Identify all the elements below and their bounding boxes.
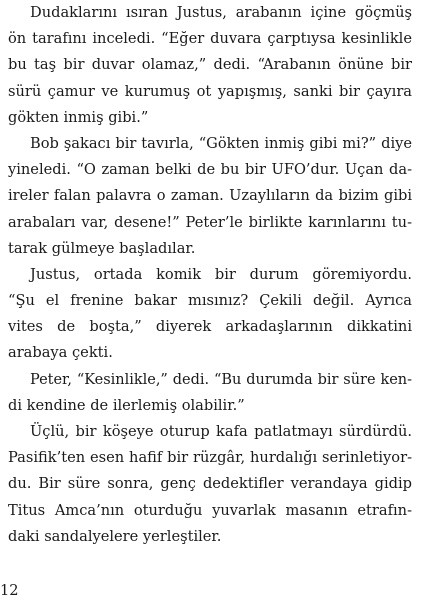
text-line: gökten inmiş gibi.”	[8, 108, 149, 126]
paragraph-1	[8, 0, 412, 131]
text-line: Pasifik’ten esen hafif bir rüzgâr, hurdalığı serinletiyor-	[8, 449, 412, 467]
text-line: Üçlü, bir köşeye oturup kafa patlatmayı sürdürdü.	[30, 423, 412, 440]
text-line: Bob şakacı bir tavırla, “Gökten inmiş gibi mi?” diye	[30, 134, 412, 152]
paragraph-4	[8, 367, 412, 419]
body-text	[8, 0, 412, 550]
paragraph-2	[8, 131, 412, 262]
text-line: vites de boşta,” diyerek arkadaşlarının dikkatini	[8, 318, 412, 336]
text-line: Peter, “Kesinlikle,” dedi. “Bu durumda bir süre ken-	[30, 371, 412, 388]
text-line: di kendine de ilerlemiş olabilir.”	[8, 396, 245, 414]
paragraph-5	[8, 419, 412, 550]
text-line: Justus, ortada komik bir durum göremiyordu.	[30, 265, 412, 283]
text-line: sürü çamur ve kurumuş ot yapışmış, sanki bir çayıra	[8, 82, 412, 100]
text-line: daki sandalyelere yerleştiler.	[8, 527, 222, 545]
text-line: Titus Amca’nın oturduğu yuvarlak masanın etrafın-	[8, 501, 412, 519]
text-line: “Şu el frenine bakar mısınız? Çekili değil. Ayrıca	[8, 292, 412, 310]
text-line: bu taş bir duvar olamaz,” dedi. “Arabanın önüne bir	[8, 56, 412, 74]
page-number: 12	[0, 582, 19, 599]
text-line: ön tarafını inceledi. “Eğer duvara çarptıysa kesinlikle	[8, 30, 412, 48]
text-line: arabaları var, desene!” Peter’le birlikte karınlarını tu-	[8, 213, 412, 231]
text-line: ireler falan palavra o zaman. Uzaylıların da bizim gibi	[8, 187, 412, 205]
text-line: tarak gülmeye başladılar.	[8, 239, 196, 257]
text-line: arabaya çekti.	[8, 344, 113, 362]
paragraph-3	[8, 262, 412, 367]
text-line: Dudaklarını ısıran Justus, arabanın içine göçmüş	[30, 4, 412, 21]
text-line: du. Bir süre sonra, genç dedektifler verandaya gidip	[8, 475, 412, 493]
text-line: yineledi. “O zaman belki de bu bir UFO’dur. Uçan da-	[8, 161, 412, 179]
